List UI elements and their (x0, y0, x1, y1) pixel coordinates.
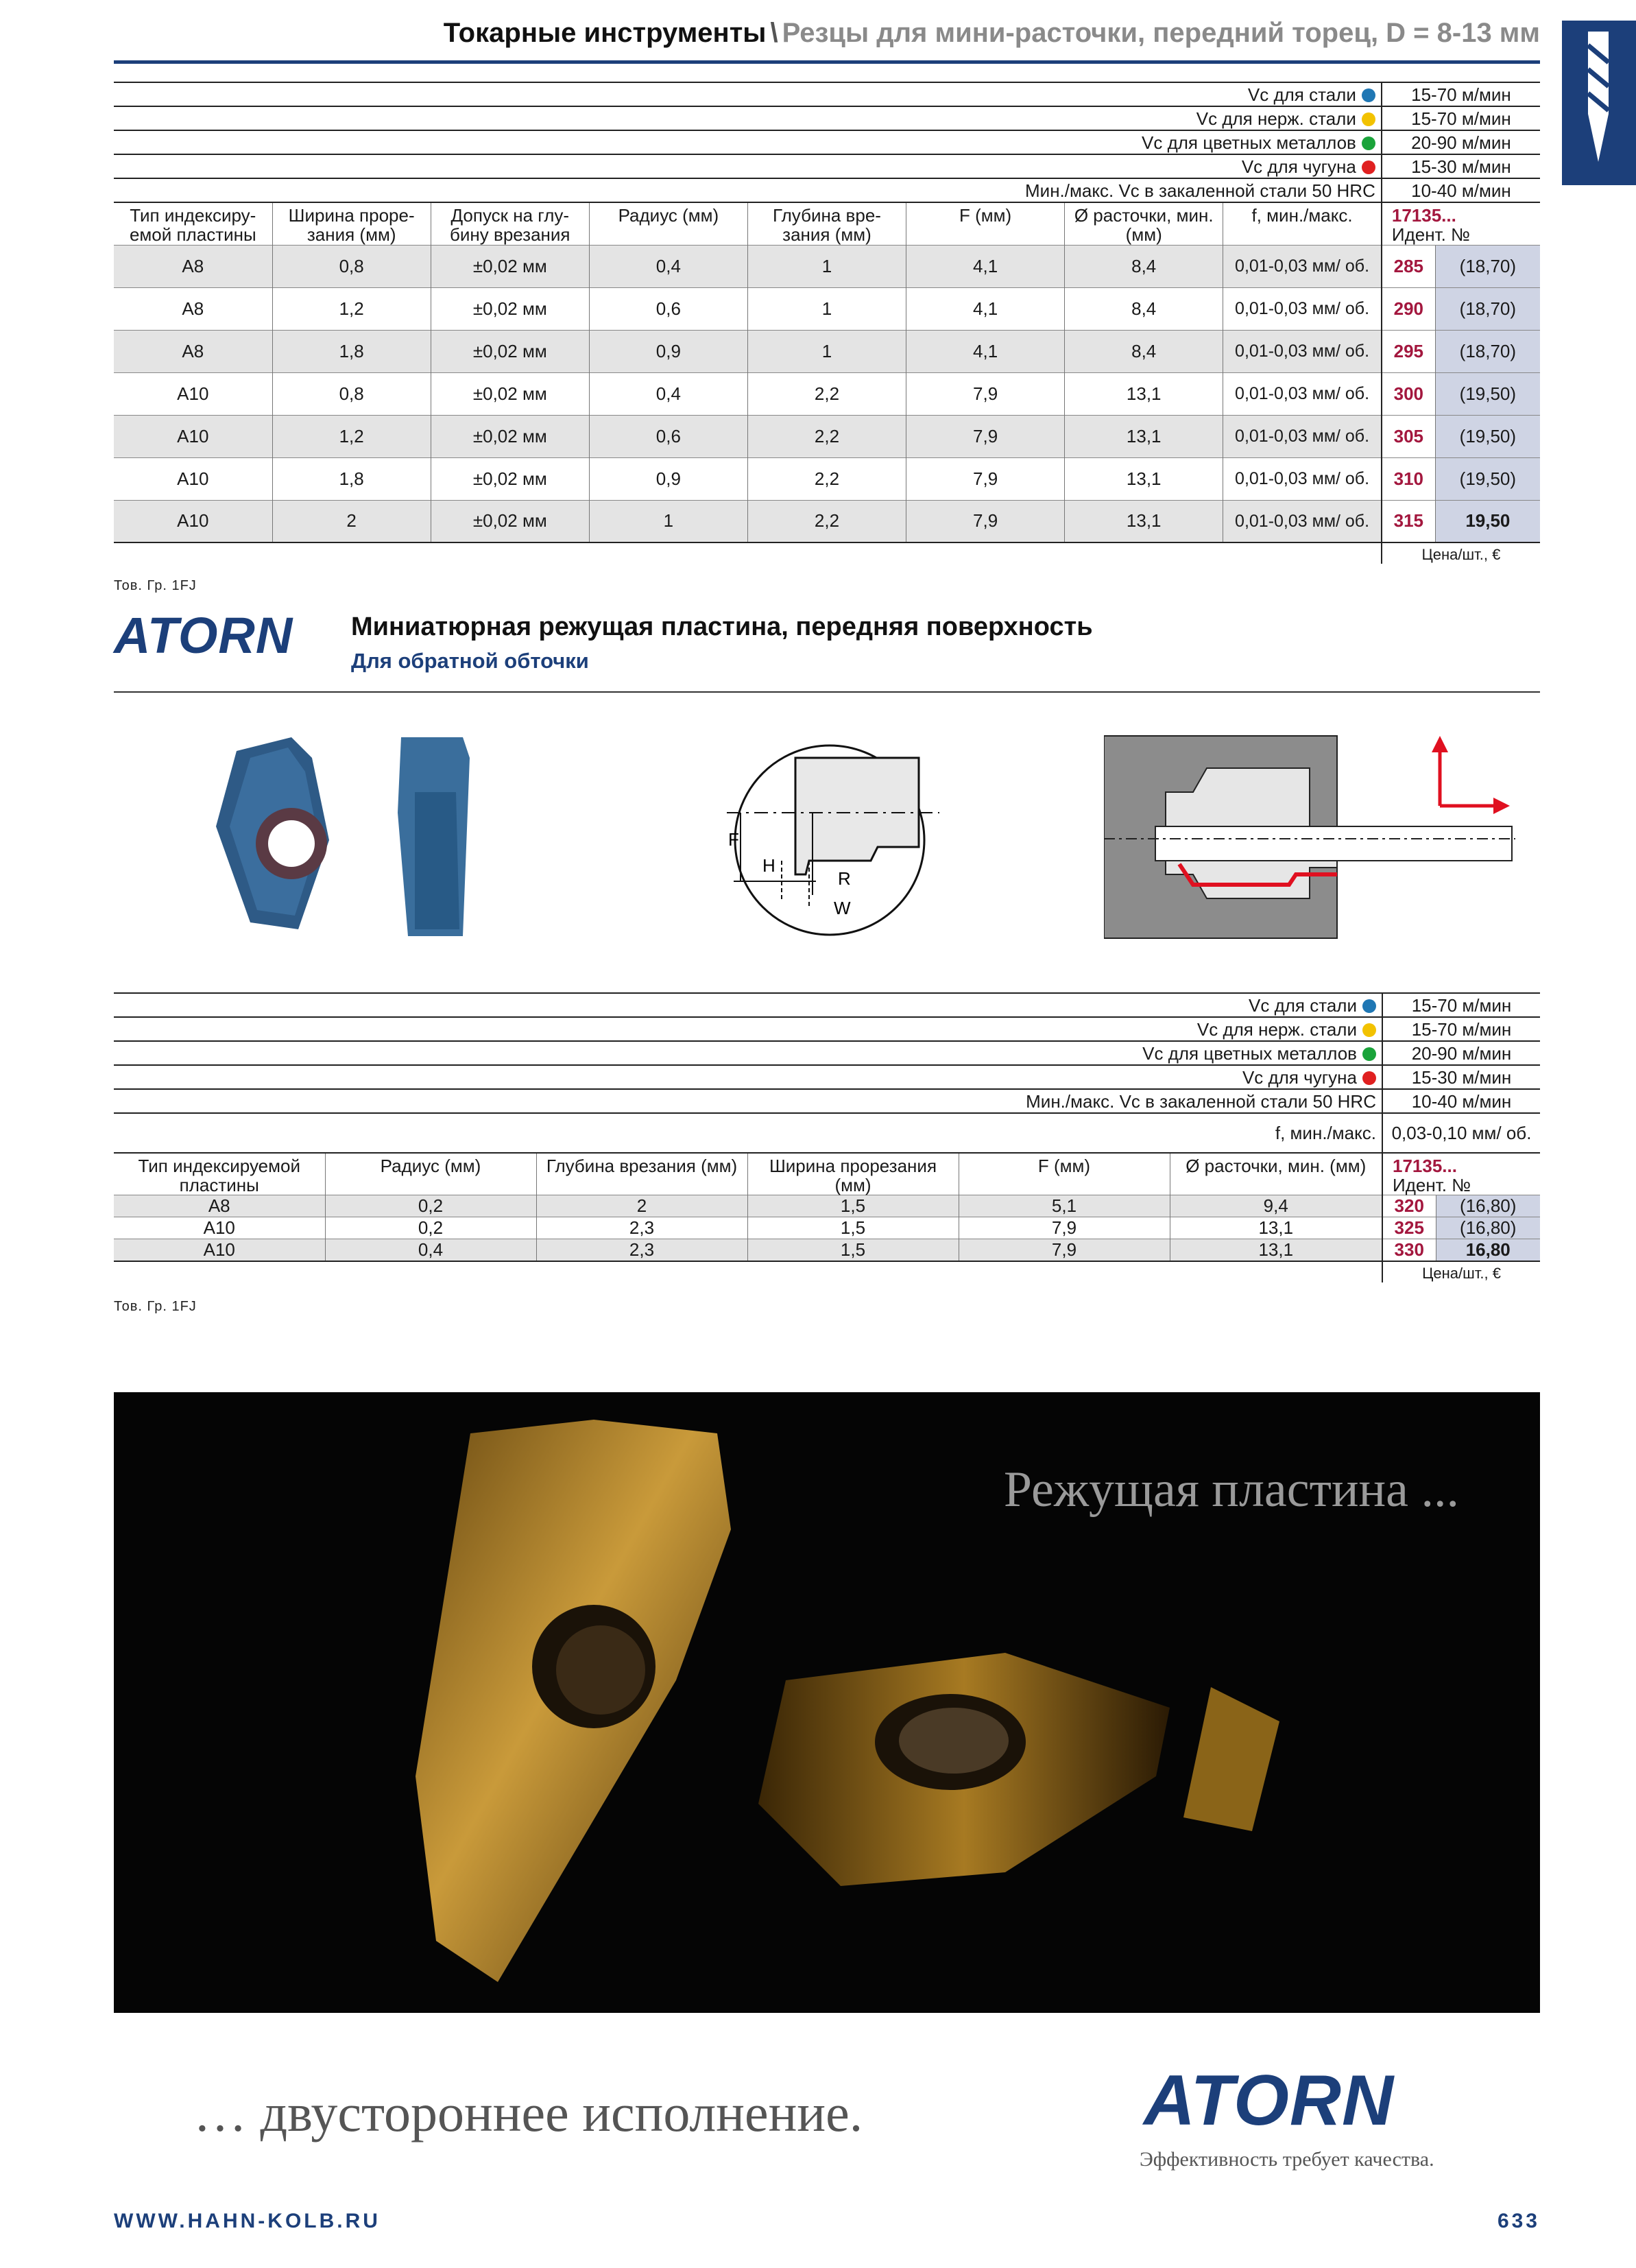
table-cell: 4,1 (906, 245, 1065, 287)
insert-photo (209, 730, 477, 943)
table-cell: 13,1 (1065, 372, 1223, 415)
table-cell: 0,01-0,03 мм/ об. (1223, 287, 1382, 330)
table-cell: 13,1 (1065, 500, 1223, 542)
price-cell: (19,50) (1435, 372, 1540, 415)
table-cell: 1 (589, 500, 747, 542)
condition-row (114, 993, 1540, 1017)
condition-value: 10-40 м/мин (1382, 178, 1540, 202)
table-cell: 1,5 (747, 1217, 959, 1239)
condition-label: Vc для чугуна (114, 1065, 1382, 1089)
column-header: Глубина вре- зания (мм) (747, 202, 906, 245)
table-cell: 1,5 (747, 1195, 959, 1217)
condition-label: f, мин./макс. (114, 1113, 1382, 1153)
nonferrous-dot-icon (1362, 136, 1375, 150)
stainless-dot-icon (1362, 1023, 1376, 1037)
atorn-logo: ATORN (114, 607, 293, 664)
table-row (114, 1195, 1540, 1217)
footer-url[interactable]: WWW.HAHN-KOLB.RU (114, 2210, 381, 2232)
ident-label: Идент. № (1393, 1175, 1471, 1195)
table-row (114, 245, 1540, 287)
condition-row (114, 106, 1540, 130)
price-cell: (19,50) (1435, 457, 1540, 500)
table-cell: A8 (114, 245, 272, 287)
column-header: F (мм) (906, 202, 1065, 245)
column-header: Ширина проре- зания (мм) (272, 202, 431, 245)
table-cell: 0,8 (272, 245, 431, 287)
table-cell: 5,1 (959, 1195, 1170, 1217)
table-cell: ±0,02 мм (431, 457, 589, 500)
condition-value: 20-90 м/мин (1382, 1041, 1540, 1065)
table-cell: 8,4 (1065, 245, 1223, 287)
page-header (114, 15, 1540, 62)
label-f: F (728, 829, 739, 850)
table-row (114, 457, 1540, 500)
table-cell: A8 (114, 330, 272, 372)
table-cell: 0,2 (325, 1195, 536, 1217)
price-cell: 19,50 (1435, 500, 1540, 542)
condition-label: Vc для нерж. стали (114, 1017, 1382, 1041)
condition-value: 15-70 м/мин (1382, 106, 1540, 130)
table-cell: ±0,02 мм (431, 287, 589, 330)
price-cell: (19,50) (1435, 415, 1540, 457)
table-cell: 7,9 (959, 1239, 1170, 1262)
column-header: Тип индексиру- емой пластины (114, 202, 272, 245)
condition-value: 0,03-0,10 мм/ об. (1382, 1113, 1540, 1153)
condition-value: 15-70 м/мин (1382, 82, 1540, 106)
condition-value: 10-40 м/мин (1382, 1089, 1540, 1113)
ident-header (1382, 202, 1540, 245)
table-cell: 8,4 (1065, 330, 1223, 372)
condition-label: Мин./макс. Vc в закаленной стали 50 HRC (114, 1089, 1382, 1113)
label-w: W (834, 898, 851, 918)
column-header: Тип индексируемой пластины (114, 1153, 325, 1195)
ident-code: 17135... (1391, 205, 1456, 226)
castiron-dot-icon (1362, 1071, 1376, 1085)
column-header: Допуск на глу- бину врезания (431, 202, 589, 245)
condition-value: 15-70 м/мин (1382, 993, 1540, 1017)
table-row (114, 372, 1540, 415)
nonferrous-dot-icon (1362, 1047, 1376, 1061)
footer-logo: ATORN (1144, 2061, 1395, 2140)
price-label: Цена/шт., € (1382, 542, 1540, 564)
table-cell: 2 (536, 1195, 747, 1217)
ident-number: 300 (1382, 372, 1435, 415)
page-number: 633 (1497, 2210, 1540, 2232)
table-cell: 9,4 (1170, 1195, 1382, 1217)
table-cell: 1 (747, 330, 906, 372)
column-header: Ширина прорезания (мм) (747, 1153, 959, 1195)
stainless-dot-icon (1362, 112, 1375, 126)
condition-row (114, 1113, 1540, 1153)
table-row (114, 1217, 1540, 1239)
table-cell: 7,9 (906, 372, 1065, 415)
column-header-row (114, 1153, 1540, 1195)
condition-row (114, 178, 1540, 202)
steel-dot-icon (1362, 999, 1376, 1013)
column-header-row (114, 202, 1540, 245)
column-header: Глубина врезания (мм) (536, 1153, 747, 1195)
product-table-2 (114, 992, 1540, 1282)
table-cell: 2,3 (536, 1217, 747, 1239)
table-cell: 1,8 (272, 457, 431, 500)
table-cell: 13,1 (1065, 415, 1223, 457)
slogan: Эффективность требует качества. (1140, 2148, 1434, 2171)
ident-number: 320 (1382, 1195, 1436, 1217)
condition-row (114, 1017, 1540, 1041)
condition-label: Vc для цветных металлов (114, 130, 1382, 154)
table-cell: 1 (747, 287, 906, 330)
table-cell: 0,4 (589, 245, 747, 287)
table-cell: 7,9 (906, 415, 1065, 457)
condition-value: 15-30 м/мин (1382, 1065, 1540, 1089)
section-rule (114, 691, 1540, 693)
table-cell: 13,1 (1170, 1239, 1382, 1262)
table-cell: 2,2 (747, 500, 906, 542)
table-cell: ±0,02 мм (431, 330, 589, 372)
condition-row (114, 1041, 1540, 1065)
back-turning-diagram (1104, 730, 1515, 943)
condition-label: Vc для чугуна (114, 154, 1382, 178)
ident-number: 310 (1382, 457, 1435, 500)
table-cell: 0,6 (589, 415, 747, 457)
table-cell: 0,4 (325, 1239, 536, 1262)
condition-row (114, 154, 1540, 178)
table-cell: ±0,02 мм (431, 500, 589, 542)
section-title: Миниатюрная режущая пластина, передняя поверхность (351, 612, 1093, 641)
ident-number: 330 (1382, 1239, 1436, 1262)
table-cell: 0,01-0,03 мм/ об. (1223, 500, 1382, 542)
table-cell: 1,2 (272, 287, 431, 330)
label-h: H (762, 855, 775, 876)
insert-dimension-diagram (713, 737, 946, 943)
table-cell: 0,01-0,03 мм/ об. (1223, 457, 1382, 500)
table-cell: 1,8 (272, 330, 431, 372)
price-cell: 16,80 (1436, 1239, 1540, 1262)
table-row (114, 1239, 1540, 1262)
price-cell: (18,70) (1435, 245, 1540, 287)
table-cell: 1,2 (272, 415, 431, 457)
column-header: Ø расточки, мин. (мм) (1170, 1153, 1382, 1195)
table-row (114, 287, 1540, 330)
table-cell: 0,01-0,03 мм/ об. (1223, 372, 1382, 415)
table-cell: A8 (114, 1195, 325, 1217)
castiron-dot-icon (1362, 160, 1375, 174)
table-cell: 2,2 (747, 372, 906, 415)
condition-value: 15-70 м/мин (1382, 1017, 1540, 1041)
table-cell: 0,2 (325, 1217, 536, 1239)
table-cell: 1,5 (747, 1239, 959, 1262)
table-cell: 0,9 (589, 457, 747, 500)
table-cell: 13,1 (1170, 1217, 1382, 1239)
page-title: Токарные инструменты \ Резцы для мини-расточки, передний торец, D = 8-13 мм (443, 18, 1540, 48)
table-cell: A10 (114, 372, 272, 415)
column-header: f, мин./макс. (1223, 202, 1382, 245)
product-table-1 (114, 82, 1540, 564)
price-cell: (16,80) (1436, 1195, 1540, 1217)
ident-number: 295 (1382, 330, 1435, 372)
ident-number: 315 (1382, 500, 1435, 542)
ident-code: 17135... (1393, 1156, 1457, 1176)
price-cell: (18,70) (1435, 330, 1540, 372)
table-cell: 0,4 (589, 372, 747, 415)
table-cell: 2 (272, 500, 431, 542)
table-cell: 0,01-0,03 мм/ об. (1223, 245, 1382, 287)
condition-row (114, 1089, 1540, 1113)
table-cell: 4,1 (906, 287, 1065, 330)
condition-label: Мин./макс. Vc в закаленной стали 50 HRC (114, 178, 1382, 202)
goods-group-2: Тов. Гр. 1FJ (114, 1299, 197, 1314)
table-cell: A10 (114, 1217, 325, 1239)
banner-text: Режущая пластина ... (1003, 1461, 1459, 1518)
table-cell: 13,1 (1065, 457, 1223, 500)
table-cell: 0,8 (272, 372, 431, 415)
condition-label: Vc для нерж. стали (114, 106, 1382, 130)
table-row (114, 415, 1540, 457)
price-cell: (16,80) (1436, 1217, 1540, 1239)
table-cell: 2,3 (536, 1239, 747, 1262)
table-cell: 0,01-0,03 мм/ об. (1223, 415, 1382, 457)
steel-dot-icon (1362, 88, 1375, 102)
ident-header (1382, 1153, 1540, 1195)
column-header: Ø расточки, мин. (мм) (1065, 202, 1223, 245)
price-cell: (18,70) (1435, 287, 1540, 330)
condition-label: Vc для стали (114, 993, 1382, 1017)
condition-value: 20-90 м/мин (1382, 130, 1540, 154)
table-cell: 1 (747, 245, 906, 287)
table-cell: ±0,02 мм (431, 372, 589, 415)
table-cell: A10 (114, 457, 272, 500)
table-cell: 7,9 (959, 1217, 1170, 1239)
ident-number: 325 (1382, 1217, 1436, 1239)
drill-icon (1581, 32, 1615, 162)
table-cell: 0,01-0,03 мм/ об. (1223, 330, 1382, 372)
ident-number: 285 (1382, 245, 1435, 287)
table-cell: ±0,02 мм (431, 415, 589, 457)
section-subtitle: Для обратной обточки (351, 649, 589, 673)
condition-row (114, 82, 1540, 106)
header-rule (114, 60, 1540, 64)
goods-group-1: Тов. Гр. 1FJ (114, 578, 197, 593)
condition-label: Vc для цветных металлов (114, 1041, 1382, 1065)
table-cell: 8,4 (1065, 287, 1223, 330)
condition-label: Vc для стали (114, 82, 1382, 106)
price-label: Цена/шт., € (1382, 1261, 1540, 1282)
column-header: F (мм) (959, 1153, 1170, 1195)
table-cell: 7,9 (906, 457, 1065, 500)
label-r: R (838, 868, 851, 889)
promo-banner (114, 1392, 1540, 2013)
condition-row (114, 130, 1540, 154)
table-cell: A10 (114, 415, 272, 457)
table-row (114, 330, 1540, 372)
ident-label: Идент. № (1391, 224, 1470, 245)
condition-row (114, 1065, 1540, 1089)
table-cell: 2,2 (747, 457, 906, 500)
table-row (114, 500, 1540, 542)
table-cell: 0,9 (589, 330, 747, 372)
table-cell: 7,9 (906, 500, 1065, 542)
column-header: Радиус (мм) (589, 202, 747, 245)
table-cell: ±0,02 мм (431, 245, 589, 287)
tagline: … двустороннее исполнение. (193, 2083, 863, 2142)
table-cell: A8 (114, 287, 272, 330)
table-cell: 2,2 (747, 415, 906, 457)
ident-number: 305 (1382, 415, 1435, 457)
table-cell: A10 (114, 1239, 325, 1262)
column-header: Радиус (мм) (325, 1153, 536, 1195)
table-cell: 0,6 (589, 287, 747, 330)
table-cell: A10 (114, 500, 272, 542)
ident-number: 290 (1382, 287, 1435, 330)
condition-value: 15-30 м/мин (1382, 154, 1540, 178)
table-cell: 4,1 (906, 330, 1065, 372)
side-tab (1562, 21, 1636, 185)
